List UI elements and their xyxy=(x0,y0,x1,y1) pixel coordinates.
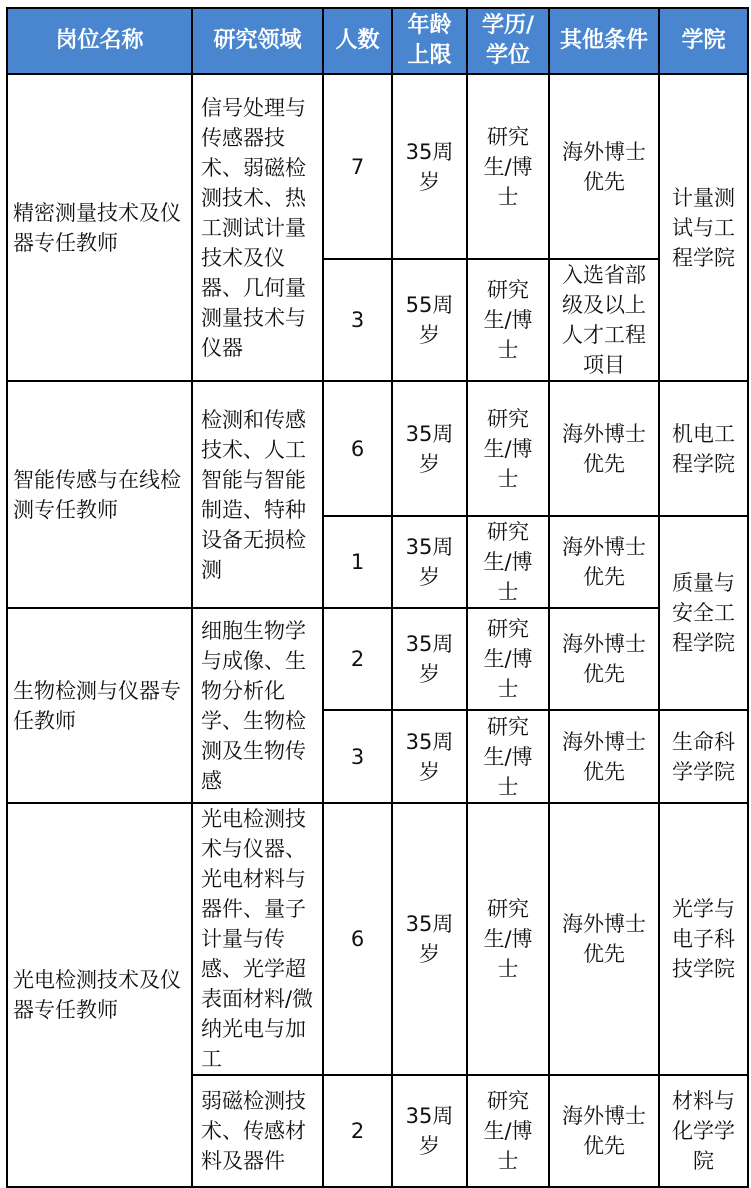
degree-cell: 研究生/博士 xyxy=(467,516,549,608)
age-cell: 35周岁 xyxy=(392,1075,467,1187)
age-cell: 35周岁 xyxy=(392,381,467,516)
age-cell: 35周岁 xyxy=(392,710,467,803)
other-cell: 海外博士优先 xyxy=(549,608,659,710)
header-field: 研究领域 xyxy=(192,8,323,74)
header-count: 人数 xyxy=(323,8,392,74)
age-cell: 35周岁 xyxy=(392,74,467,259)
count-cell: 2 xyxy=(323,1075,392,1187)
field-cell: 弱磁检测技术、传感材料及器件 xyxy=(192,1075,323,1187)
other-cell: 入选省部级及以上人才工程项目 xyxy=(549,259,659,381)
other-cell: 海外博士优先 xyxy=(549,74,659,259)
header-position: 岗位名称 xyxy=(7,8,192,74)
age-cell: 35周岁 xyxy=(392,608,467,710)
table-row xyxy=(7,381,748,516)
recruitment-table xyxy=(6,7,749,1188)
table-row xyxy=(7,74,748,259)
field-cell: 信号处理与传感器技术、弱磁检测技术、热工测试计量技术及仪器、几何量测量技术与仪器 xyxy=(192,74,323,381)
degree-cell: 研究生/博士 xyxy=(467,381,549,516)
position-cell: 生物检测与仪器专任教师 xyxy=(7,608,192,803)
field-cell: 细胞生物学与成像、生物分析化学、生物检测及生物传感 xyxy=(192,608,323,803)
degree-cell: 研究生/博士 xyxy=(467,803,549,1075)
degree-cell: 研究生/博士 xyxy=(467,608,549,710)
table-row xyxy=(7,608,748,710)
position-cell: 智能传感与在线检测专任教师 xyxy=(7,381,192,608)
degree-cell: 研究生/博士 xyxy=(467,74,549,259)
header-college: 学院 xyxy=(659,8,748,74)
table-row xyxy=(7,803,748,1075)
age-cell: 55周岁 xyxy=(392,259,467,381)
header-degree: 学历/学位 xyxy=(467,8,549,74)
college-cell: 机电工程学院 xyxy=(659,381,748,516)
other-cell: 海外博士优先 xyxy=(549,803,659,1075)
college-cell: 质量与安全工程学院 xyxy=(659,516,748,710)
field-cell: 光电检测技术与仪器、光电材料与器件、量子计量与传感、光学超表面材料/微纳光电与加工 xyxy=(192,803,323,1075)
college-cell: 材料与化学学院 xyxy=(659,1075,748,1187)
degree-cell: 研究生/博士 xyxy=(467,1075,549,1187)
count-cell: 1 xyxy=(323,516,392,608)
count-cell: 2 xyxy=(323,608,392,710)
header-row xyxy=(7,8,748,74)
college-cell: 生命科学学院 xyxy=(659,710,748,803)
degree-cell: 研究生/博士 xyxy=(467,259,549,381)
count-cell: 6 xyxy=(323,803,392,1075)
other-cell: 海外博士优先 xyxy=(549,710,659,803)
header-other: 其他条件 xyxy=(549,8,659,74)
header-age: 年龄上限 xyxy=(392,8,467,74)
college-cell: 光学与电子科技学院 xyxy=(659,803,748,1075)
other-cell: 海外博士优先 xyxy=(549,381,659,516)
position-cell: 光电检测技术及仪器专任教师 xyxy=(7,803,192,1187)
age-cell: 35周岁 xyxy=(392,516,467,608)
degree-cell: 研究生/博士 xyxy=(467,710,549,803)
count-cell: 3 xyxy=(323,710,392,803)
count-cell: 6 xyxy=(323,381,392,516)
count-cell: 3 xyxy=(323,259,392,381)
age-cell: 35周岁 xyxy=(392,803,467,1075)
count-cell: 7 xyxy=(323,74,392,259)
college-cell: 计量测试与工程学院 xyxy=(659,74,748,381)
position-cell: 精密测量技术及仪器专任教师 xyxy=(7,74,192,381)
other-cell: 海外博士优先 xyxy=(549,1075,659,1187)
other-cell: 海外博士优先 xyxy=(549,516,659,608)
field-cell: 检测和传感技术、人工智能与智能制造、特种设备无损检测 xyxy=(192,381,323,608)
